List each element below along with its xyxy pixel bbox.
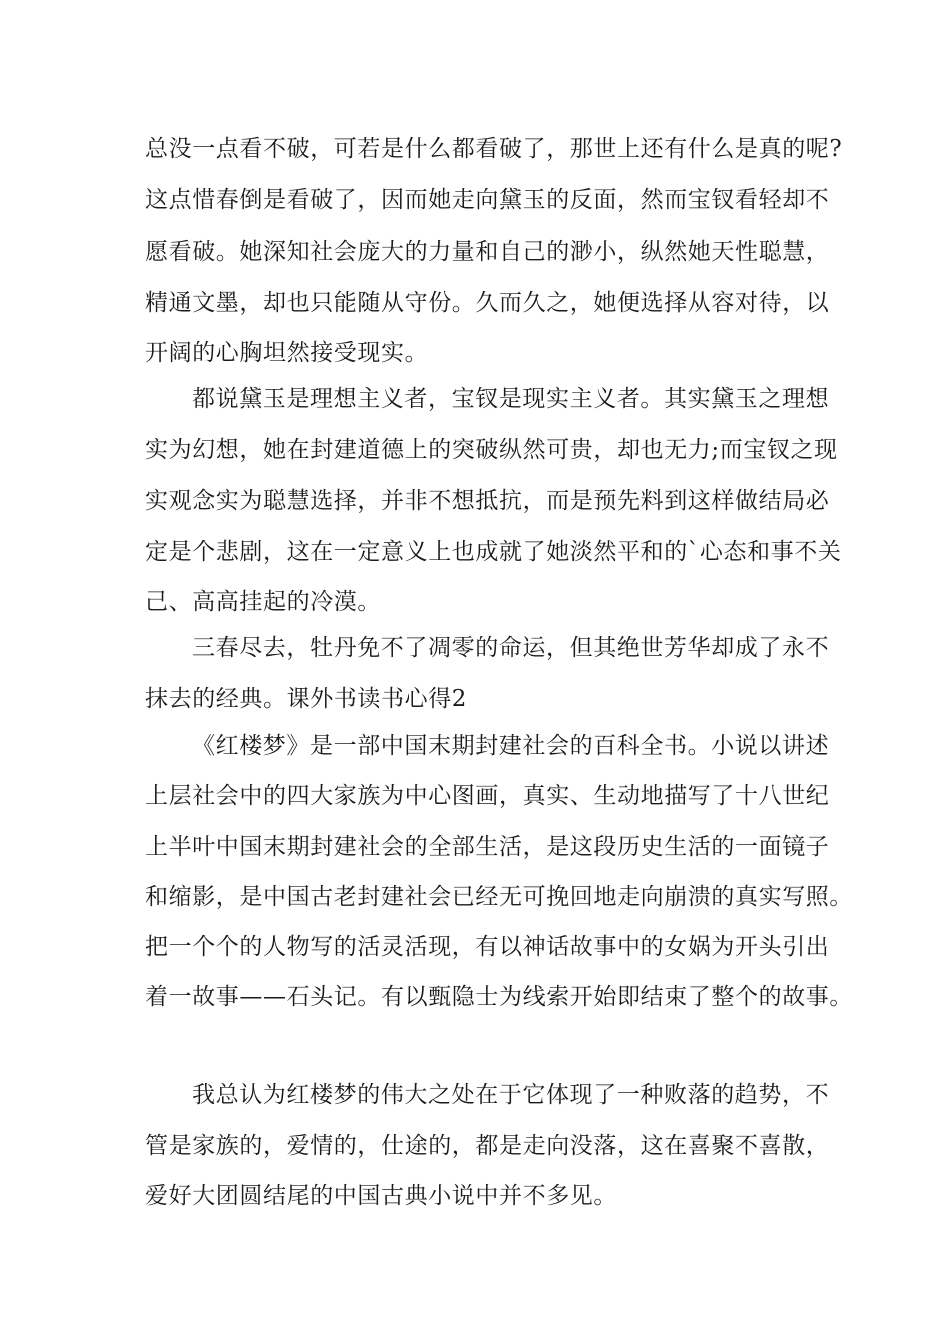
text-line: 定是个悲剧，这在一定意义上也成就了她淡然平和的`心态和事不关 xyxy=(145,539,842,565)
text-line: 精通文墨，却也只能随从守份。久而久之，她便选择从容对待，以 xyxy=(145,290,830,316)
paragraph-start-line: 我总认为红楼梦的伟大之处在于它体现了一种败落的趋势，不 xyxy=(192,1082,830,1108)
text-line: 爱好大团圆结尾的中国古典小说中并不多见。 xyxy=(145,1183,617,1209)
text-line: 开阔的心胸坦然接受现实。 xyxy=(145,340,429,366)
text-line: 抹去的经典。课外书读书心得2 xyxy=(145,686,468,712)
text-line: 上半叶中国末期封建社会的全部生活，是这段历史生活的一面镜子 xyxy=(145,834,830,860)
paragraph-start-line: 都说黛玉是理想主义者，宝钗是现实主义者。其实黛玉之理想 xyxy=(192,386,830,412)
text-line: 实观念实为聪慧选择，并非不想抵抗，而是预先料到这样做结局必 xyxy=(145,488,830,514)
text-line: 实为幻想，她在封建道德上的突破纵然可贵，却也无力;而宝钗之现 xyxy=(145,437,838,463)
text-line: 愿看破。她深知社会庞大的力量和自己的渺小，纵然她天性聪慧， xyxy=(145,239,830,265)
text-line: 把一个个的人物写的活灵活现，有以神话故事中的女娲为开头引出 xyxy=(145,934,830,960)
text-line: 上层社会中的四大家族为中心图画，真实、生动地描写了十八世纪 xyxy=(145,783,830,809)
text-line: 着一故事——石头记。有以甄隐士为线索开始即结束了整个的故事。 xyxy=(145,984,853,1010)
text-line: 管是家族的，爱情的，仕途的，都是走向没落，这在喜聚不喜散， xyxy=(145,1133,830,1159)
text-line: 总没一点看不破，可若是什么都看破了，那世上还有什么是真的呢? xyxy=(145,136,843,162)
text-line: 己、高高挂起的冷漠。 xyxy=(145,589,381,615)
text-line: 这点惜春倒是看破了，因而她走向黛玉的反面，然而宝钗看轻却不 xyxy=(145,187,830,213)
text-line: 和缩影，是中国古老封建社会已经无可挽回地走向崩溃的真实写照。 xyxy=(145,884,853,910)
paragraph-start-line: 三春尽去，牡丹免不了凋零的命运，但其绝世芳华却成了永不 xyxy=(192,635,830,661)
paragraph-start-line: 《红楼梦》是一部中国末期封建社会的百科全书。小说以讲述 xyxy=(192,733,830,759)
